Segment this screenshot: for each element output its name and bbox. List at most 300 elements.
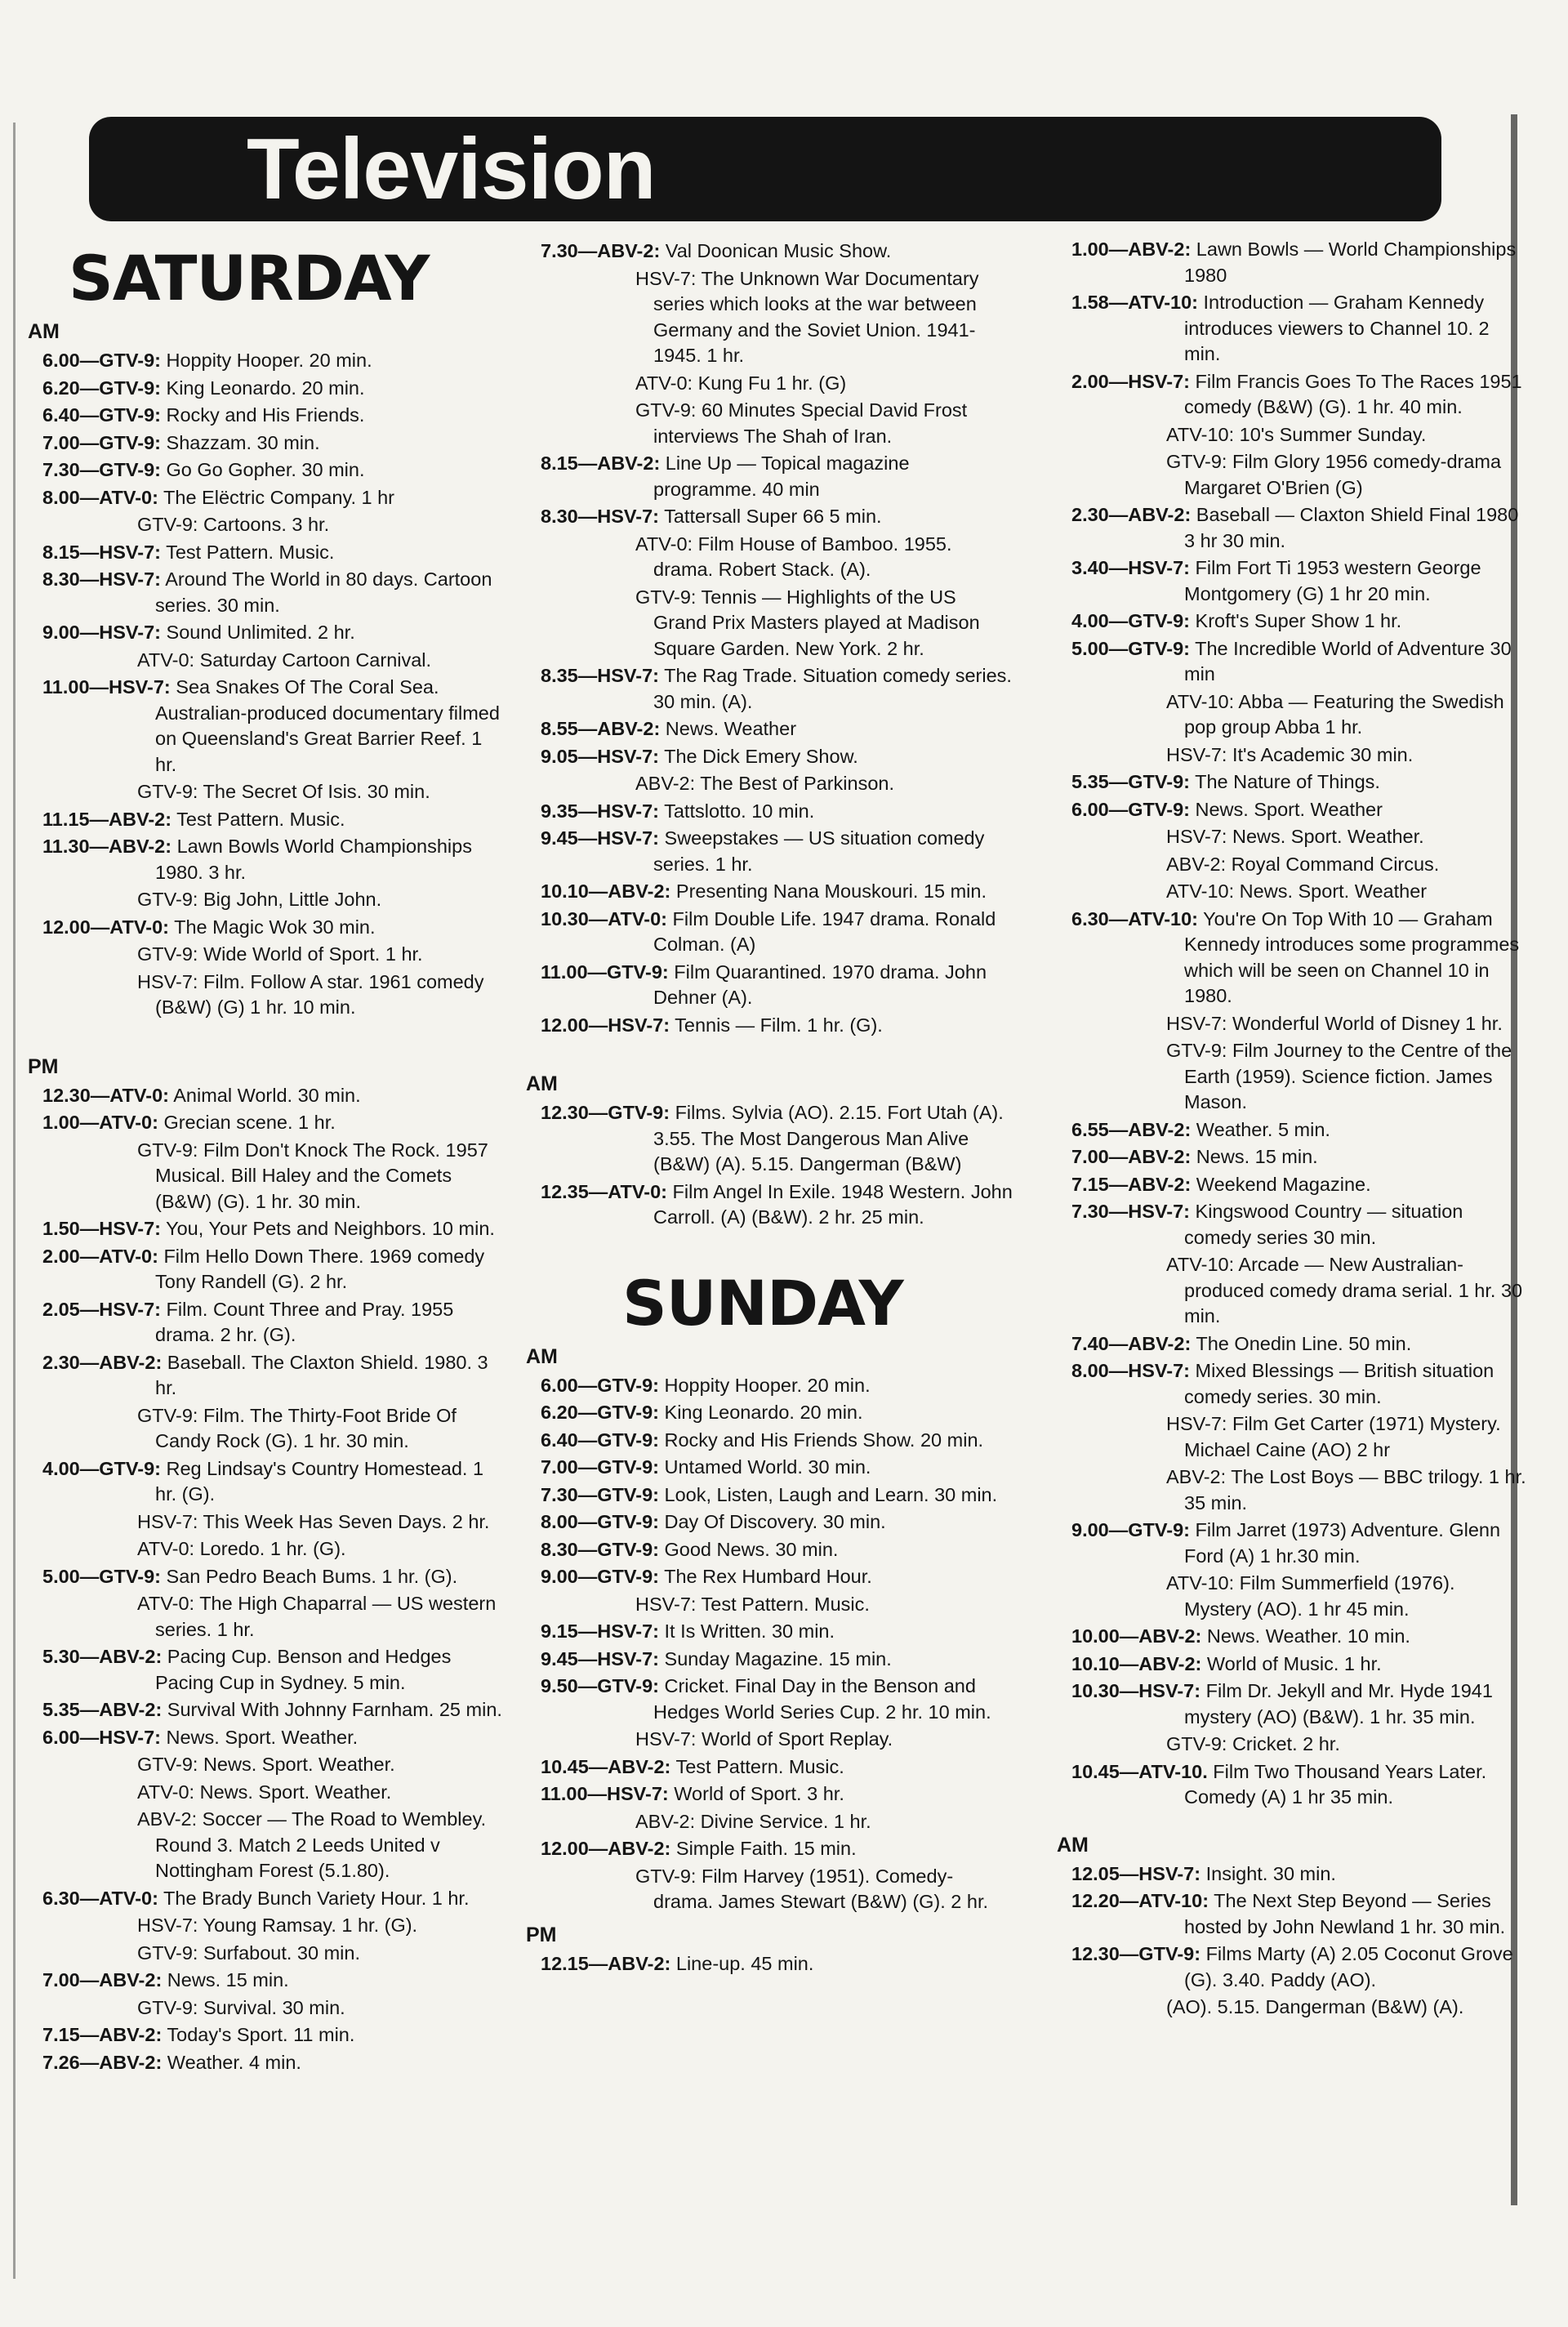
listing-entry [24,834,506,885]
saturday-pm-label: PM [28,1054,59,1078]
listing-sub-entry: HSV-7: Wonderful World of Disney 1 hr. [1166,1012,1503,1034]
listing-entry [24,1564,506,1590]
listing-time: 7.00—ABV-2: [42,1969,163,1990]
listing-time: 4.00—GTV-9: [1071,610,1190,631]
listing-entry [1054,608,1527,635]
listing-time: 5.35—ABV-2: [42,1699,163,1720]
listing-text: Cricket. Final Day in the Benson and Hedges World Series Cup. 2 hr. 10 min. [653,1675,991,1723]
listing-time: 12.15—ABV-2: [541,1952,671,1974]
listing-entry [24,1297,506,1349]
listing-text: News. Weather. 10 min. [1201,1625,1410,1647]
listing-entry [523,1100,1013,1178]
listing-time: 7.15—ABV-2: [42,2024,163,2045]
listing-entry [24,1968,506,1994]
listing-text: Baseball. The Claxton Shield. 1980. 3 hr. [155,1351,488,1398]
listing-time: 9.45—HSV-7: [541,1647,659,1669]
saturday-evening-list [523,238,1013,1038]
listing-time: 2.00—ATV-0: [42,1245,158,1267]
listing-text: Film Quarantined. 1970 drama. John Dehner (A). [653,961,987,1008]
listing-entry [24,567,506,618]
listing-time: 3.40—HSV-7: [1071,557,1190,578]
listing-entry [24,1110,506,1136]
listing-text: Around The World in 80 days. Cartoon series. 30 min. [155,568,492,616]
listing-sub-entry: HSV-7: It's Academic 30 min. [1166,743,1414,765]
listing-time: 7.26—ABV-2: [42,2051,163,2073]
listing-sub-entry: ATV-10: Abba — Featuring the Swedish pop group Abba 1 hr. [1166,690,1504,738]
listing-entry [24,1644,506,1696]
listing-entry [1054,769,1527,796]
listing-sub-entry: ATV-10: Arcade — New Australian-produced comedy drama serial. 1 hr. 30 min. [1166,1254,1523,1326]
listing-time: 8.30—GTV-9: [541,1538,659,1560]
sunday-am-label: AM [526,1344,558,1368]
listing-text: World of Sport. 3 hr. [668,1783,844,1804]
listing-text: Film Francis Goes To The Races 1951 comedy (B&W) (G). 1 hr. 40 min. [1184,370,1522,417]
listing-sub-entry: ABV-2: Royal Command Circus. [1166,853,1440,875]
listing-entry [523,1619,1013,1645]
listing-text: Look, Listen, Laugh and Learn. 30 min. [658,1483,998,1505]
listing-time: 5.00—GTV-9: [42,1565,161,1587]
listing-text: Film Dr. Jekyll and Mr. Hyde 1941 mystery (AO) (B&W). 1 hr. 35 min. [1184,1680,1493,1727]
listing-time: 5.30—ABV-2: [42,1646,163,1667]
listing-entry [24,1725,506,1751]
listing-time: 5.00—GTV-9: [1071,637,1190,659]
listing-entry [523,1373,1013,1399]
listing-text: Test Pattern. Music. [172,808,345,830]
listing-text: Film Two Thousand Years Later. Comedy (A) 1 hr 35 min. [1184,1760,1487,1808]
listing-text: The Incredible World of Adventure 30 min [1184,637,1512,684]
listing-entry [523,1781,1013,1808]
listing-time: 12.30—GTV-9: [1071,1943,1201,1964]
listing-time: 6.00—HSV-7: [42,1726,161,1748]
listing-text: It Is Written. 30 min. [658,1620,835,1642]
listing-text: Rocky and His Friends. [160,404,365,426]
listing-entry [1054,1172,1527,1198]
listing-entry [1054,237,1527,288]
listing-text: News. Weather [660,718,797,739]
listing-entry [1054,1652,1527,1678]
listing-sub-entry: GTV-9: Film Glory 1956 comedy-drama Margaret O'Brien (G) [1166,451,1502,498]
listing-time: 8.55—ABV-2: [541,718,661,739]
listing-entry [1054,1117,1527,1143]
listing-entry [24,1083,506,1109]
listing-text: The Dick Emery Show. [658,745,858,767]
listing-time: 1.50—HSV-7: [42,1218,161,1239]
banner-title: Television [247,121,656,217]
listing-time: 12.30—ATV-0: [42,1084,169,1106]
listing-sub-entry: GTV-9: News. Sport. Weather. [137,1754,395,1775]
listing-sub-entry: ATV-0: The High Chaparral — US western series. 1 hr. [137,1593,497,1640]
listing-time: 9.00—HSV-7: [42,622,161,643]
listing-text: Rocky and His Friends Show. 20 min. [658,1429,984,1451]
listing-sub-entry: GTV-9: Film. The Thirty-Foot Bride Of Candy Rock (G). 1 hr. 30 min. [137,1404,457,1451]
listing-text: News. Sport. Weather. [160,1726,359,1748]
listing-entry [523,716,1013,742]
listing-time: 6.00—GTV-9: [1071,798,1190,820]
listing-text: Weather. 4 min. [162,2051,301,2073]
listing-entry [24,915,506,941]
listing-text: Films Marty (A) 2.05 Coconut Grove (G). 3.40. Paddy (AO). [1184,1943,1513,1990]
listing-text: Grecian scene. 1 hr. [158,1112,336,1133]
listing-entry [523,1509,1013,1536]
listing-text: The Rex Humbard Hour. [658,1566,872,1587]
listing-time: 2.05—HSV-7: [42,1298,161,1320]
listing-entry [1054,555,1527,607]
listing-entry [24,2022,506,2048]
listing-time: 12.00—HSV-7: [541,1014,670,1036]
listing-time: 10.00—ABV-2: [1071,1625,1202,1647]
listing-text: Film Double Life. 1947 drama. Ronald Colman. (A) [653,907,996,955]
listing-text: Untamed World. 30 min. [658,1456,871,1478]
listing-time: 10.30—ATV-0: [541,907,667,929]
listing-time: 6.40—GTV-9: [541,1429,659,1451]
television-banner [91,119,1439,219]
listing-text: Weather. 5 min. [1191,1118,1330,1140]
listing-time: 12.00—ATV-0: [42,916,169,938]
listing-entry [523,1179,1013,1231]
listing-time: 7.00—GTV-9: [541,1456,659,1478]
listing-time: 11.15—ABV-2: [42,808,172,830]
saturday-late-list [523,1100,1013,1231]
listing-text: The Nature of Things. [1189,771,1380,792]
listing-text: The Onedin Line. 50 min. [1191,1332,1412,1354]
listing-time: 7.15—ABV-2: [1071,1173,1192,1195]
listing-text: News. 15 min. [1191,1146,1318,1167]
listing-text: Sunday Magazine. 15 min. [658,1647,892,1669]
listing-entry [523,799,1013,825]
listing-sub-entry: GTV-9: Wide World of Sport. 1 hr. [137,943,423,965]
listing-entry [1054,369,1527,421]
listing-text: Insight. 30 min. [1200,1862,1336,1884]
listing-entry [523,1428,1013,1454]
listing-time: 8.15—HSV-7: [42,541,161,563]
listing-time: 6.00—GTV-9: [541,1374,659,1396]
listing-time: 9.05—HSV-7: [541,745,659,767]
listing-time: 6.30—ATV-0: [42,1887,158,1909]
listing-time: 7.00—ABV-2: [1071,1146,1192,1167]
listing-text: Presenting Nana Mouskouri. 15 min. [670,880,987,902]
listing-entry [523,1013,1013,1039]
listing-entry [24,540,506,566]
listing-text: Animal World. 30 min. [169,1084,361,1106]
listing-time: 7.30—GTV-9: [541,1483,659,1505]
listing-text: Day Of Discovery. 30 min. [658,1511,886,1532]
listing-text: Film Angel In Exile. 1948 Western. John Carroll. (A) (B&W). 2 hr. 25 min. [653,1180,1013,1228]
listing-text: Film Hello Down There. 1969 comedy Tony Randell (G). 2 hr. [155,1245,485,1292]
listing-text: Films. Sylvia (AO). 2.15. Fort Utah (A). 3.55. The Most Dangerous Man Alive (B&W) (A). 5.15. Dangerman (B&W) [653,1102,1004,1175]
listing-time: 5.35—GTV-9: [1071,771,1190,792]
listing-entry [523,826,1013,877]
listing-entry [523,1400,1013,1426]
listing-entry [24,1697,506,1723]
listing-sub-entry: ATV-0: News. Sport. Weather. [137,1781,392,1803]
listing-time: 9.00—GTV-9: [1071,1519,1190,1540]
listing-sub-entry: GTV-9: The Secret Of Isis. 30 min. [137,781,430,802]
listing-text: Go Go Gopher. 30 min. [160,459,365,480]
listing-time: 6.55—ABV-2: [1071,1118,1192,1140]
listing-entry [523,744,1013,770]
listing-text: Survival With Johnny Farnham. 25 min. [162,1699,502,1720]
listing-time: 7.30—GTV-9: [42,459,161,480]
listing-text: Kroft's Super Show 1 hr. [1189,610,1402,631]
listing-entry [523,1564,1013,1590]
listing-sub-entry: ATV-10: Film Summerfield (1976). Mystery (AO). 1 hr 45 min. [1166,1572,1455,1620]
listing-text: King Leonardo. 20 min. [160,377,365,399]
listing-text: Mixed Blessings — British situation comedy series. 30 min. [1184,1360,1494,1407]
page-fold-shadow [13,123,16,2279]
listing-time: 12.20—ATV-10: [1071,1890,1209,1911]
listing-time: 12.35—ATV-0: [541,1180,667,1202]
listing-entry [523,1647,1013,1673]
listing-entry [1054,1518,1527,1569]
listing-sub-entry: GTV-9: 60 Minutes Special David Frost interviews The Shah of Iran. [635,399,968,447]
listing-entry [24,620,506,646]
listing-entry [24,2050,506,2076]
listing-time: 6.30—ATV-10: [1071,907,1198,929]
listing-time: 2.30—ABV-2: [42,1351,163,1373]
listing-time: 8.30—HSV-7: [541,506,659,527]
listing-time: 9.45—HSV-7: [541,827,659,849]
listing-text: You, Your Pets and Neighbors. 10 min. [160,1218,495,1239]
column-3 [1054,237,1527,2022]
listing-sub-entry: (AO). 5.15. Dangerman (B&W) (A). [1166,1996,1464,2017]
listing-sub-entry: HSV-7: News. Sport. Weather. [1166,826,1424,847]
saturday-pm-list [24,1083,506,2076]
listing-sub-entry: HSV-7: The Unknown War Documentary series which looks at the war between Germany and the Soviet Union. 1941-1945. 1 hr. [635,267,979,366]
listing-time: 10.10—ABV-2: [1071,1652,1202,1674]
listing-entry [523,663,1013,715]
listing-sub-entry: ATV-10: 10's Summer Sunday. [1166,423,1427,445]
listing-text: News. Sport. Weather [1189,798,1383,820]
sunday-late-list [1054,1861,1527,2021]
listing-text: World of Music. 1 hr. [1201,1652,1382,1674]
listing-entry [1054,290,1527,368]
listing-entry [24,403,506,429]
listing-text: Hoppity Hooper. 20 min. [160,350,372,371]
listing-text: Sea Snakes Of The Coral Sea. Australian-produced documentary filmed on Queensland's Great Barrier Reef. 1 hr. [155,676,500,775]
saturday-heading: SATURDAY [69,242,430,314]
listing-time: 2.30—ABV-2: [1071,504,1192,525]
listing-text: Pacing Cup. Benson and Hedges Pacing Cup in Sydney. 5 min. [155,1646,452,1693]
listing-sub-entry: HSV-7: Young Ramsay. 1 hr. (G). [137,1915,418,1936]
listing-sub-entry: ABV-2: The Lost Boys — BBC trilogy. 1 hr. 35 min. [1166,1466,1526,1513]
listing-entry [1054,1888,1527,1940]
listing-entry [24,1456,506,1508]
listing-text: The Brady Bunch Variety Hour. 1 hr. [158,1887,470,1909]
listing-sub-entry: ATV-0: Film House of Bamboo. 1955. drama. Robert Stack. (A). [635,533,952,580]
listing-sub-entry: HSV-7: This Week Has Seven Days. 2 hr. [137,1510,490,1532]
listing-text: Lawn Bowls — World Championships 1980 [1184,238,1517,286]
listing-entry [523,1754,1013,1781]
listing-time: 10.45—ABV-2: [541,1755,671,1777]
listing-time: 7.30—ABV-2: [541,240,661,261]
listing-entry [523,1951,1013,1977]
listing-text: The Next Step Beyond — Series hosted by John Newland 1 hr. 30 min. [1184,1890,1506,1937]
listing-time: 8.00—GTV-9: [541,1511,659,1532]
listing-time: 7.30—HSV-7: [1071,1201,1190,1222]
listing-time: 6.00—GTV-9: [42,350,161,371]
listing-entry [523,451,1013,502]
listing-sub-entry: ABV-2: Soccer — The Road to Wembley. Round 3. Match 2 Leeds United v Nottingham Forest (5.1.80). [137,1808,487,1881]
listing-entry [24,675,506,778]
listing-sub-entry: GTV-9: Surfabout. 30 min. [137,1941,360,1964]
listing-time: 10.45—ATV-10. [1071,1760,1208,1782]
listing-text: Sound Unlimited. 2 hr. [160,622,355,643]
listing-text: The Rag Trade. Situation comedy series. 30 min. (A). [653,665,1012,712]
listing-entry [1054,1678,1527,1730]
listing-entry [24,1886,506,1912]
listing-time: 12.05—HSV-7: [1071,1862,1201,1884]
listing-time: 8.00—HSV-7: [1071,1360,1190,1381]
listing-time: 11.30—ABV-2: [42,836,172,857]
listing-sub-entry: GTV-9: Cricket. 2 hr. [1166,1733,1340,1754]
listing-sub-entry: GTV-9: Big John, Little John. [137,889,382,910]
listing-time: 12.30—GTV-9: [541,1102,670,1123]
column-2 [523,238,1013,1978]
listing-entry [24,1216,506,1242]
listing-text: Good News. 30 min. [658,1538,839,1560]
sunday-pm-label: PM [526,1923,557,1946]
listing-time: 6.20—GTV-9: [541,1402,659,1423]
listing-text: Simple Faith. 15 min. [670,1838,857,1859]
listing-entry [24,348,506,374]
listing-text: Val Doonican Music Show. [660,240,892,261]
listing-time: 8.30—HSV-7: [42,568,161,590]
sunday-pm-start [523,1951,1013,1977]
sunday-late-am-label: AM [1057,1833,1089,1857]
listing-text: Line-up. 45 min. [670,1952,814,1974]
listing-time: 4.00—GTV-9: [42,1457,161,1479]
listing-sub-entry: ATV-0: Saturday Cartoon Carnival. [137,649,432,671]
listing-sub-entry: GTV-9: Film Don't Knock The Rock. 1957 Musical. Bill Haley and the Comets (B&W) (G). 1 hr. 30 min. [137,1139,488,1212]
listing-time: 10.30—HSV-7: [1071,1680,1201,1701]
saturday-late-am-label: AM [526,1072,558,1095]
listing-sub-entry: GTV-9: Film Harvey (1951). Comedy-drama. James Stewart (B&W) (G). 2 hr. [635,1865,989,1912]
listing-entry [1054,1861,1527,1888]
listing-text: King Leonardo. 20 min. [658,1402,863,1423]
listing-text: Shazzam. 30 min. [160,431,320,453]
listing-time: 1.00—ATV-0: [42,1112,158,1133]
listing-time: 9.00—GTV-9: [541,1566,659,1587]
listing-entry [24,807,506,833]
listing-entry [1054,907,1527,1010]
listing-text: Film Fort Ti 1953 western George Montgomery (G) 1 hr 20 min. [1184,557,1481,604]
listing-time: 8.00—ATV-0: [42,486,158,508]
listing-sub-entry: ABV-2: The Best of Parkinson. [635,773,894,794]
listing-time: 6.20—GTV-9: [42,377,161,399]
listing-text: News. 15 min. [162,1969,289,1990]
listing-time: 6.40—GTV-9: [42,404,161,426]
listing-text: The Magic Wok 30 min. [169,916,376,938]
listing-text: Kingswood Country — situation comedy series 30 min. [1184,1201,1463,1248]
listing-sub-entry: ATV-10: News. Sport. Weather [1166,880,1428,902]
listing-entry [24,1350,506,1402]
listing-time: 12.00—ABV-2: [541,1838,671,1859]
listing-entry [24,1244,506,1295]
listing-time: 1.00—ABV-2: [1071,238,1192,260]
listing-entry [523,879,1013,905]
listing-entry [1054,1941,1527,1993]
listing-text: Introduction — Graham Kennedy introduces viewers to Channel 10. 2 min. [1184,292,1490,364]
listing-text: Test Pattern. Music. [160,541,335,563]
listing-time: 7.00—GTV-9: [42,431,161,453]
listing-entry [523,1836,1013,1862]
listing-time: 11.00—GTV-9: [541,961,669,983]
listing-text: Tattersall Super 66 5 min. [658,506,882,527]
listing-text: Line Up — Topical magazine programme. 40 min [653,452,910,500]
listing-sub-entry: GTV-9: Survival. 30 min. [137,1996,345,2018]
listing-text: Film. Count Three and Pray. 1955 drama. 2 hr. (G). [155,1298,454,1345]
listing-text: You're On Top With 10 — Graham Kennedy introduces some programmes which will be seen on Channel 10 in 1980. [1184,907,1520,1006]
listing-entry [1054,1199,1527,1250]
listing-time: 10.10—ABV-2: [541,880,671,902]
listing-sub-entry: ATV-0: Loredo. 1 hr. (G). [137,1538,346,1559]
listing-text: Film Jarret (1973) Adventure. Glenn Ford (A) 1 hr.30 min. [1184,1519,1501,1567]
listing-entry [1054,1331,1527,1357]
listing-time: 9.15—HSV-7: [541,1620,659,1642]
listing-sub-entry: HSV-7: Film Get Carter (1971) Mystery. Michael Caine (AO) 2 hr [1166,1413,1501,1460]
listing-time: 7.40—ABV-2: [1071,1332,1192,1354]
listing-sub-entry: GTV-9: Film Journey to the Centre of the Earth (1959). Science fiction. James Mason. [1166,1040,1512,1112]
listing-entry [523,1455,1013,1481]
listing-text: Tattslotto. 10 min. [658,800,815,822]
listing-text: Reg Lindsay's Country Homestead. 1 hr. (G). [155,1457,484,1505]
listing-entry [523,238,1013,265]
listing-text: Baseball — Claxton Shield Final 1980 3 hr 30 min. [1184,504,1519,551]
listing-time: 8.15—ABV-2: [541,452,661,474]
listing-text: Test Pattern. Music. [670,1755,844,1777]
listing-sub-entry: ATV-0: Kung Fu 1 hr. (G) [635,372,847,394]
listing-text: Tennis — Film. 1 hr. (G). [670,1014,883,1036]
listing-entry [1054,502,1527,554]
listing-entry [523,960,1013,1011]
listing-text: The Elëctric Company. 1 hr [158,486,395,508]
listing-entry [523,1537,1013,1563]
saturday-am-list [24,348,506,1021]
listing-time: 1.58—ATV-10: [1071,292,1198,313]
listing-text: Lawn Bowls World Championships 1980. 3 hr. [155,836,472,883]
listing-sub-entry: HSV-7: Film. Follow A star. 1961 comedy (B&W) (G) 1 hr. 10 min. [137,970,484,1018]
listing-sub-entry: ABV-2: Divine Service. 1 hr. [635,1810,871,1832]
listing-time: 8.35—HSV-7: [541,665,659,686]
sunday-heading: SUNDAY [622,1266,903,1340]
listing-entry [1054,1144,1527,1170]
listing-text: San Pedro Beach Bums. 1 hr. (G). [160,1565,458,1587]
listing-entry [523,907,1013,958]
listing-time: 9.35—HSV-7: [541,800,659,822]
listing-sub-entry: GTV-9: Cartoons. 3 hr. [137,514,330,535]
listing-text: Hoppity Hooper. 20 min. [658,1374,871,1396]
listing-entry [523,1482,1013,1509]
listing-entry [1054,1624,1527,1650]
listing-sub-entry: GTV-9: Tennis — Highlights of the US Grand Prix Masters played at Madison Square Garden. New York. 2 hr. [635,586,980,659]
listing-sub-entry: HSV-7: World of Sport Replay. [635,1728,893,1750]
listing-entry [1054,1759,1527,1811]
sunday-pm-list [1054,237,1527,1811]
listing-entry [523,504,1013,530]
listing-time: 11.00—HSV-7: [42,676,171,698]
saturday-am-label: AM [28,320,60,343]
listing-entry [1054,636,1527,688]
listing-time: 2.00—HSV-7: [1071,370,1190,392]
listing-time: 9.50—GTV-9: [541,1675,659,1696]
listing-entry [24,485,506,511]
listing-entry [24,457,506,484]
listing-entry [1054,1358,1527,1410]
listing-entry [523,1674,1013,1725]
listing-entry [1054,797,1527,823]
listing-time: 11.00—HSV-7: [541,1783,669,1804]
listing-text: Sweepstakes — US situation comedy series. 1 hr. [653,827,985,875]
